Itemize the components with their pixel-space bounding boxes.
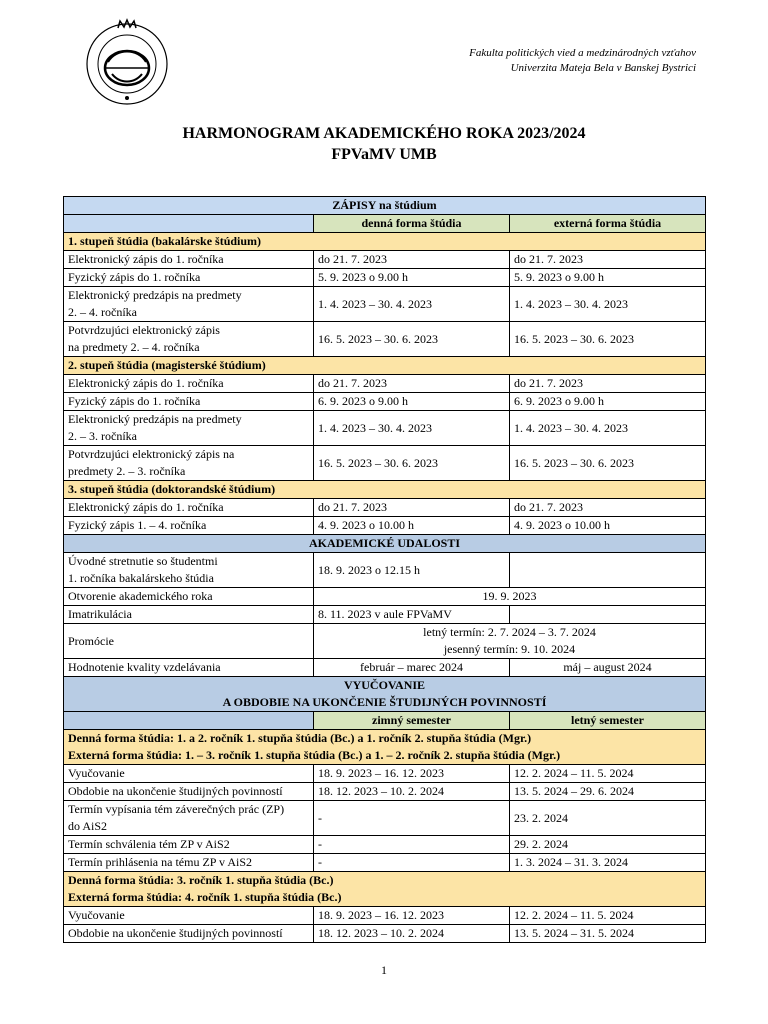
cell-zimny: 18. 12. 2023 – 10. 2. 2024 <box>314 783 510 801</box>
cell-value: 18. 9. 2023 o 12.15 h <box>314 553 510 588</box>
column-header-row <box>64 215 706 233</box>
cell-externa: 1. 4. 2023 – 30. 4. 2023 <box>510 287 706 322</box>
cell-letny: 23. 2. 2024 <box>510 801 706 836</box>
cell-zimny: február – marec 2024 <box>314 659 510 677</box>
table-row <box>64 269 706 287</box>
cell-denna: 16. 5. 2023 – 30. 6. 2023 <box>314 322 510 357</box>
group-line: Externá forma štúdia: 4. ročník 1. stupňa štúdia (Bc.) <box>68 890 342 904</box>
cell-letny: 13. 5. 2024 – 29. 6. 2024 <box>510 783 706 801</box>
faculty-name: Fakulta politických vied a medzinárodných vzťahov <box>469 47 696 59</box>
cell-letny: 1. 3. 2024 – 31. 3. 2024 <box>510 854 706 872</box>
row-label: Otvorenie akademického roka <box>64 588 314 606</box>
group-row <box>64 233 706 251</box>
group-mgr: 2. stupeň štúdia (magisterské štúdium) <box>64 357 706 375</box>
section-line: A OBDOBIE NA UKONČENIE ŠTUDIJNÝCH POVINNOSTÍ <box>222 695 547 709</box>
table-row <box>64 925 706 943</box>
cell-letny: 12. 2. 2024 – 11. 5. 2024 <box>510 907 706 925</box>
table-row <box>64 907 706 925</box>
label-line: do AiS2 <box>68 819 108 833</box>
cell-denna: 4. 9. 2023 o 10.00 h <box>314 517 510 535</box>
cell-value <box>314 624 706 659</box>
section-zapisy: ZÁPISY na štúdium <box>64 197 706 215</box>
group-line: Denná forma štúdia: 1. a 2. ročník 1. stupňa štúdia (Bc.) a 1. ročník 2. stupňa štúdia (Mgr.) <box>68 731 532 745</box>
table-row <box>64 499 706 517</box>
row-label <box>64 446 314 481</box>
cell-zimny: 18. 9. 2023 – 16. 12. 2023 <box>314 907 510 925</box>
group-row <box>64 872 706 907</box>
document-title: HARMONOGRAM AKADEMICKÉHO ROKA 2023/2024 <box>182 125 586 142</box>
group-row <box>64 357 706 375</box>
cell-externa: 4. 9. 2023 o 10.00 h <box>510 517 706 535</box>
cell-value: 8. 11. 2023 v aule FPVaMV <box>314 606 510 624</box>
table-row <box>64 801 706 836</box>
table-row <box>64 659 706 677</box>
cell-letny: 29. 2. 2024 <box>510 836 706 854</box>
cell-denna: 1. 4. 2023 – 30. 4. 2023 <box>314 411 510 446</box>
label-line: predmety 2. – 3. ročníka <box>68 464 186 478</box>
section-header-row <box>64 535 706 553</box>
cell-externa: 16. 5. 2023 – 30. 6. 2023 <box>510 322 706 357</box>
row-label: Fyzický zápis 1. – 4. ročníka <box>64 517 314 535</box>
table-row <box>64 393 706 411</box>
col-externa: externá forma štúdia <box>510 215 706 233</box>
table-row <box>64 765 706 783</box>
cell-externa: 1. 4. 2023 – 30. 4. 2023 <box>510 411 706 446</box>
cell-denna: do 21. 7. 2023 <box>314 375 510 393</box>
label-line: Termín vypísania tém záverečných prác (ZP) <box>68 802 285 816</box>
table-row <box>64 375 706 393</box>
label-line: 2. – 4. ročníka <box>68 305 137 319</box>
column-header-row <box>64 712 706 730</box>
row-label: Fyzický zápis do 1. ročníka <box>64 393 314 411</box>
empty-cell <box>510 606 706 624</box>
cell-denna: 1. 4. 2023 – 30. 4. 2023 <box>314 287 510 322</box>
cell-denna: do 21. 7. 2023 <box>314 499 510 517</box>
group-row <box>64 730 706 765</box>
value-line: jesenný termín: 9. 10. 2024 <box>443 642 576 656</box>
cell-denna: do 21. 7. 2023 <box>314 251 510 269</box>
university-name: Univerzita Mateja Bela v Banskej Bystrici <box>510 62 696 74</box>
row-label: Obdobie na ukončenie študijných povinností <box>64 925 314 943</box>
cell-zimny: - <box>314 854 510 872</box>
group-row <box>64 481 706 499</box>
col-denna: denná forma štúdia <box>314 215 510 233</box>
group-bc: 1. stupeň štúdia (bakalárske štúdium) <box>64 233 706 251</box>
label-line: Elektronický predzápis na predmety <box>68 288 242 302</box>
blank-header-cell <box>64 712 314 730</box>
group-2 <box>64 872 706 907</box>
table-row <box>64 854 706 872</box>
col-letny: letný semester <box>510 712 706 730</box>
row-label: Obdobie na ukončenie študijných povinností <box>64 783 314 801</box>
section-vyucovanie <box>64 677 706 712</box>
label-line: 1. ročníka bakalárskeho štúdia <box>68 571 214 585</box>
table-row <box>64 446 706 481</box>
cell-letny: máj – august 2024 <box>510 659 706 677</box>
table-row <box>64 606 706 624</box>
row-label <box>64 411 314 446</box>
section-header-row <box>64 677 706 712</box>
row-label <box>64 801 314 836</box>
cell-externa: do 21. 7. 2023 <box>510 499 706 517</box>
schedule-table <box>63 196 706 943</box>
row-label <box>64 322 314 357</box>
group-line: Denná forma štúdia: 3. ročník 1. stupňa štúdia (Bc.) <box>68 873 334 887</box>
cell-denna: 6. 9. 2023 o 9.00 h <box>314 393 510 411</box>
row-label: Termín schválenia tém ZP v AiS2 <box>64 836 314 854</box>
group-line: Externá forma štúdia: 1. – 3. ročník 1. stupňa štúdia (Bc.) a 1. – 2. ročník 2. stupňa štúdia (Mgr.) <box>68 748 561 762</box>
row-label: Elektronický zápis do 1. ročníka <box>64 499 314 517</box>
value-line: letný termín: 2. 7. 2024 – 3. 7. 2024 <box>423 625 596 639</box>
section-udalosti: AKADEMICKÉ UDALOSTI <box>64 535 706 553</box>
cell-externa: do 21. 7. 2023 <box>510 375 706 393</box>
cell-externa: do 21. 7. 2023 <box>510 251 706 269</box>
row-label <box>64 553 314 588</box>
row-label: Hodnotenie kvality vzdelávania <box>64 659 314 677</box>
label-line: Potvrdzujúci elektronický zápis na <box>68 447 235 461</box>
table-row <box>64 411 706 446</box>
institution-header <box>469 46 696 76</box>
label-line: Elektronický predzápis na predmety <box>68 412 242 426</box>
table-row <box>64 287 706 322</box>
row-label: Termín prihlásenia na tému ZP v AiS2 <box>64 854 314 872</box>
cell-externa: 6. 9. 2023 o 9.00 h <box>510 393 706 411</box>
table-row <box>64 251 706 269</box>
row-label: Promócie <box>64 624 314 659</box>
cell-externa: 16. 5. 2023 – 30. 6. 2023 <box>510 446 706 481</box>
cell-zimny: 18. 9. 2023 – 16. 12. 2023 <box>314 765 510 783</box>
umb-logo <box>68 18 186 106</box>
table-row <box>64 322 706 357</box>
table-row <box>64 624 706 659</box>
cell-externa: 5. 9. 2023 o 9.00 h <box>510 269 706 287</box>
row-label: Vyučovanie <box>64 907 314 925</box>
row-label: Fyzický zápis do 1. ročníka <box>64 269 314 287</box>
label-line: na predmety 2. – 4. ročníka <box>68 340 200 354</box>
table-row <box>64 836 706 854</box>
cell-value: 19. 9. 2023 <box>314 588 706 606</box>
section-header-row <box>64 197 706 215</box>
row-label: Elektronický zápis do 1. ročníka <box>64 375 314 393</box>
cell-denna: 5. 9. 2023 o 9.00 h <box>314 269 510 287</box>
row-label: Vyučovanie <box>64 765 314 783</box>
page-number: 1 <box>381 963 387 977</box>
label-line: Potvrdzujúci elektronický zápis <box>68 323 220 337</box>
row-label: Elektronický zápis do 1. ročníka <box>64 251 314 269</box>
group-phd: 3. stupeň štúdia (doktorandské štúdium) <box>64 481 706 499</box>
col-zimny: zimný semester <box>314 712 510 730</box>
table-row <box>64 553 706 588</box>
cell-zimny: - <box>314 801 510 836</box>
cell-zimny: - <box>314 836 510 854</box>
row-label <box>64 287 314 322</box>
row-label: Imatrikulácia <box>64 606 314 624</box>
cell-letny: 13. 5. 2024 – 31. 5. 2024 <box>510 925 706 943</box>
label-line: 2. – 3. ročníka <box>68 429 137 443</box>
section-line: VYUČOVANIE <box>343 678 426 692</box>
cell-letny: 12. 2. 2024 – 11. 5. 2024 <box>510 765 706 783</box>
table-row <box>64 783 706 801</box>
empty-cell <box>510 553 706 588</box>
label-line: Úvodné stretnutie so študentmi <box>68 554 218 568</box>
table-row <box>64 588 706 606</box>
document-subtitle: FPVaMV UMB <box>331 146 437 163</box>
cell-denna: 16. 5. 2023 – 30. 6. 2023 <box>314 446 510 481</box>
group-1 <box>64 730 706 765</box>
table-row <box>64 517 706 535</box>
cell-zimny: 18. 12. 2023 – 10. 2. 2024 <box>314 925 510 943</box>
blank-header-cell <box>64 215 314 233</box>
